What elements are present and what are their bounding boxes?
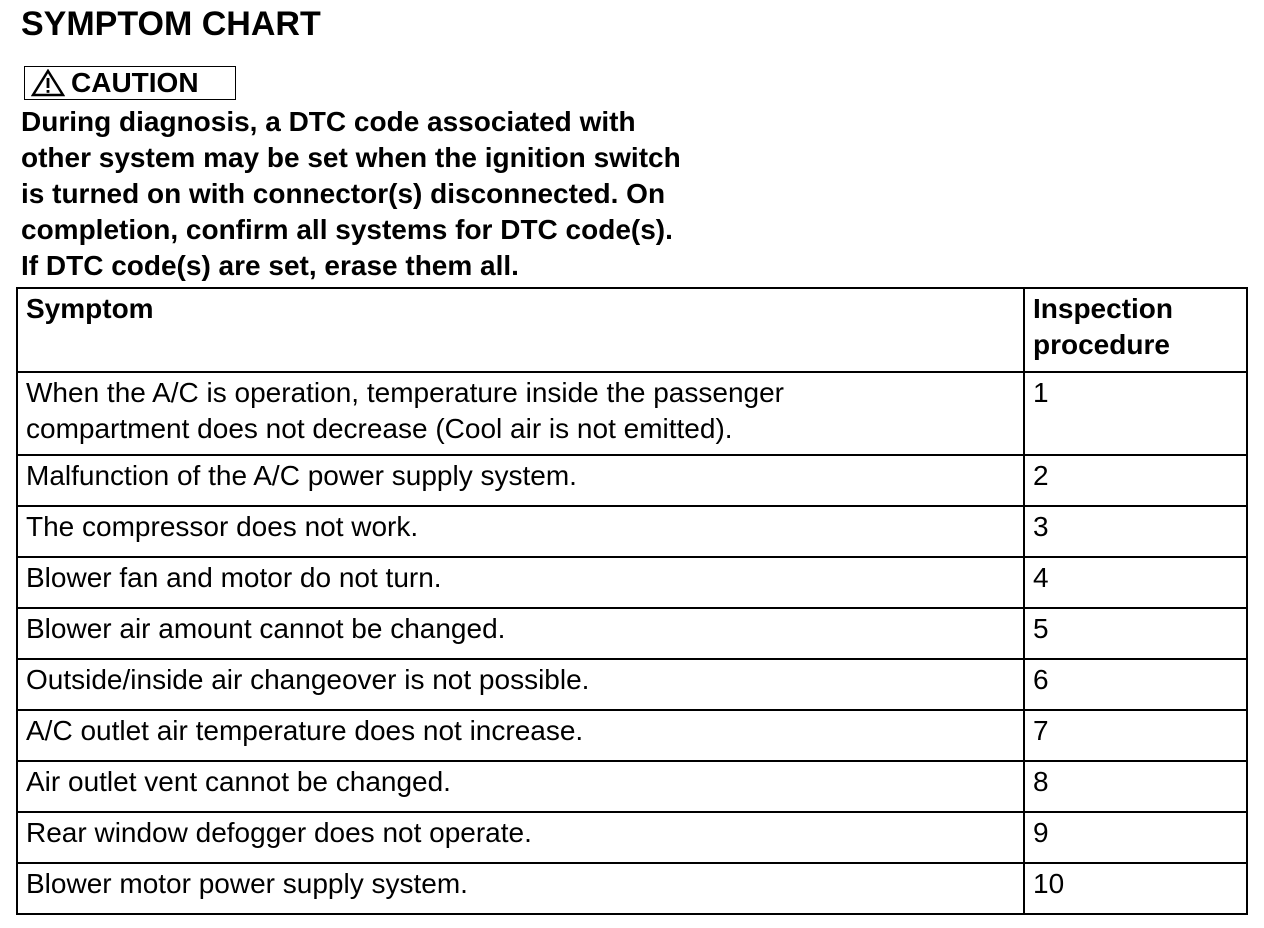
table-row — [17, 761, 1247, 812]
caution-message — [21, 104, 751, 284]
procedure-cell: 6 — [1024, 659, 1247, 710]
symptom-cell: Rear window defogger does not operate. — [17, 812, 1024, 863]
table-row — [17, 455, 1247, 506]
symptom-cell: Air outlet vent cannot be changed. — [17, 761, 1024, 812]
table-row — [17, 506, 1247, 557]
procedure-cell: 8 — [1024, 761, 1247, 812]
procedure-cell: 5 — [1024, 608, 1247, 659]
procedure-cell: 1 — [1024, 372, 1247, 455]
symptom-cell — [17, 372, 1024, 455]
caution-line: If DTC code(s) are set, erase them all. — [21, 250, 519, 281]
header-inspection-line: Inspection — [1033, 293, 1174, 324]
symptom-cell: Blower fan and motor do not turn. — [17, 557, 1024, 608]
symptom-cell: Blower motor power supply system. — [17, 863, 1024, 914]
caution-line: During diagnosis, a DTC code associated with — [21, 106, 636, 137]
procedure-cell: 4 — [1024, 557, 1247, 608]
symptom-cell: Malfunction of the A/C power supply system. — [17, 455, 1024, 506]
table-row — [17, 659, 1247, 710]
page-title: SYMPTOM CHART — [21, 5, 321, 43]
symptom-cell: Outside/inside air changeover is not possible. — [17, 659, 1024, 710]
caution-box — [24, 66, 236, 100]
procedure-cell: 10 — [1024, 863, 1247, 914]
caution-line: completion, confirm all systems for DTC code(s). — [21, 214, 673, 245]
table-row — [17, 372, 1247, 455]
symptom-line: When the A/C is operation, temperature inside the passenger — [26, 377, 784, 408]
table-row — [17, 863, 1247, 914]
caution-label: CAUTION — [71, 67, 199, 98]
symptom-cell: The compressor does not work. — [17, 506, 1024, 557]
procedure-cell: 9 — [1024, 812, 1247, 863]
caution-line: is turned on with connector(s) disconnected. On — [21, 178, 666, 209]
table-row — [17, 710, 1247, 761]
symptom-cell: A/C outlet air temperature does not increase. — [17, 710, 1024, 761]
table-row — [17, 608, 1247, 659]
header-inspection-procedure — [1024, 288, 1247, 372]
table-row — [17, 557, 1247, 608]
table-row — [17, 812, 1247, 863]
table-header-row — [17, 288, 1247, 372]
symptom-line: compartment does not decrease (Cool air is not emitted). — [26, 413, 733, 444]
symptom-table — [16, 287, 1248, 915]
caution-line: other system may be set when the ignition switch — [21, 142, 681, 173]
symptom-cell: Blower air amount cannot be changed. — [17, 608, 1024, 659]
warning-triangle-icon — [31, 69, 65, 97]
procedure-cell: 7 — [1024, 710, 1247, 761]
header-procedure-line: procedure — [1033, 329, 1170, 360]
header-symptom: Symptom — [17, 288, 1024, 372]
procedure-cell: 2 — [1024, 455, 1247, 506]
procedure-cell: 3 — [1024, 506, 1247, 557]
